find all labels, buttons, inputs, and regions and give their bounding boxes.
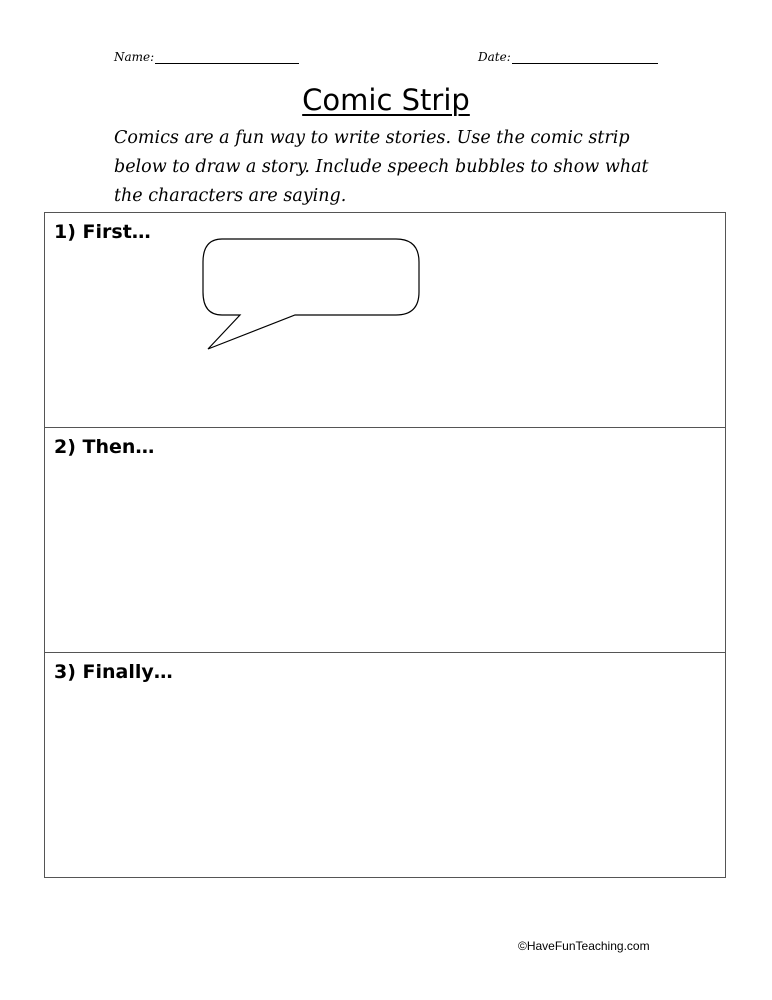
- panel-label-then: 2) Then…: [54, 436, 155, 458]
- date-blank-line[interactable]: [512, 51, 658, 64]
- comic-panel-then[interactable]: [44, 427, 726, 653]
- comic-panel-finally[interactable]: [44, 652, 726, 878]
- speech-bubble-icon: [200, 236, 424, 354]
- name-field[interactable]: [114, 50, 299, 64]
- panel-label-finally: 3) Finally…: [54, 661, 173, 683]
- page-title: Comic Strip: [302, 83, 470, 117]
- date-field[interactable]: [478, 50, 658, 64]
- name-label: Name:: [114, 50, 155, 64]
- panel-label-first: 1) First…: [54, 221, 151, 243]
- copyright-text: ©HaveFunTeaching.com: [518, 939, 650, 953]
- instructions-text: Comics are a fun way to write stories. Use the comic strip below to draw a story. Include speech bubbles to show what the characters are saying.: [114, 128, 649, 206]
- date-label: Date:: [478, 50, 511, 64]
- name-blank-line[interactable]: [155, 51, 299, 64]
